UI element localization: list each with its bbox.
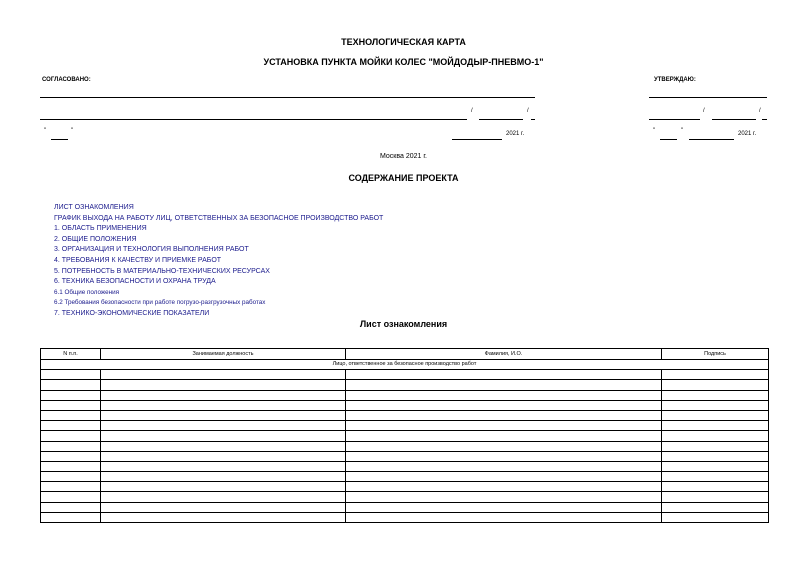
cell-name[interactable] — [346, 441, 662, 451]
table-row — [41, 472, 769, 482]
agreed-month-line — [452, 139, 502, 140]
cell-number[interactable] — [41, 482, 101, 492]
cell-position[interactable] — [101, 370, 346, 380]
contents-heading: СОДЕРЖАНИЕ ПРОЕКТА — [348, 173, 459, 183]
contents-item[interactable]: 5. ПОТРЕБНОСТЬ В МАТЕРИАЛЬНО-ТЕХНИЧЕСКИХ РЕСУРСАХ — [54, 267, 270, 275]
table-row — [41, 512, 769, 522]
agreed-name-line — [479, 119, 523, 120]
cell-position[interactable] — [101, 390, 346, 400]
cell-position[interactable] — [101, 492, 346, 502]
table-row — [41, 370, 769, 380]
cell-number[interactable] — [41, 370, 101, 380]
agreed-slash-1: / — [471, 108, 473, 114]
contents-item[interactable]: ГРАФИК ВЫХОДА НА РАБОТУ ЛИЦ, ОТВЕТСТВЕННЫХ ЗА БЕЗОПАСНОЕ ПРОИЗВОДСТВО РАБОТ — [54, 214, 384, 222]
approved-month-line — [689, 139, 734, 140]
cell-position[interactable] — [101, 512, 346, 522]
agreed-tail-line — [531, 119, 535, 120]
contents-list — [54, 203, 383, 320]
cell-position[interactable] — [101, 400, 346, 410]
contents-subitem[interactable]: 6.1 Общие положения — [54, 288, 120, 296]
cell-position[interactable] — [101, 421, 346, 431]
table-row — [41, 451, 769, 461]
familiarization-table — [40, 348, 769, 523]
approved-quote-open: " — [653, 128, 656, 134]
approved-signature-line-2 — [649, 119, 700, 120]
cell-number[interactable] — [41, 431, 101, 441]
cell-position[interactable] — [101, 472, 346, 482]
cell-signature[interactable] — [662, 492, 769, 502]
cell-signature[interactable] — [662, 441, 769, 451]
cell-name[interactable] — [346, 380, 662, 390]
cell-number[interactable] — [41, 502, 101, 512]
cell-name[interactable] — [346, 400, 662, 410]
cell-name[interactable] — [346, 472, 662, 482]
table-row — [41, 461, 769, 471]
agreed-signature-line-2 — [40, 119, 467, 120]
document-title: ТЕХНОЛОГИЧЕСКАЯ КАРТА — [341, 37, 466, 47]
cell-signature[interactable] — [662, 370, 769, 380]
table-row — [41, 492, 769, 502]
section-row-label: Лицо, ответственное за безопасное производство работ — [41, 360, 769, 370]
agreed-quote-open: " — [44, 128, 47, 134]
cell-name[interactable] — [346, 410, 662, 420]
cell-signature[interactable] — [662, 472, 769, 482]
cell-signature[interactable] — [662, 461, 769, 471]
cell-name[interactable] — [346, 502, 662, 512]
cell-signature[interactable] — [662, 400, 769, 410]
cell-name[interactable] — [346, 482, 662, 492]
agreed-year: 2021 г. — [506, 131, 525, 137]
cell-signature[interactable] — [662, 451, 769, 461]
table-row — [41, 410, 769, 420]
agreed-quote-close: " — [71, 128, 74, 134]
cell-position[interactable] — [101, 380, 346, 390]
cell-position[interactable] — [101, 502, 346, 512]
cell-number[interactable] — [41, 492, 101, 502]
cell-number[interactable] — [41, 512, 101, 522]
cell-number[interactable] — [41, 451, 101, 461]
table-header-row — [41, 349, 769, 360]
cell-number[interactable] — [41, 410, 101, 420]
contents-subitem[interactable]: 6.2 Требования безопасности при работе погрузо-разгрузочных работах — [54, 299, 266, 307]
city-year: Москва 2021 г. — [379, 153, 427, 160]
table-row — [41, 482, 769, 492]
agreed-day-line — [51, 139, 68, 140]
approved-tail-line — [762, 119, 767, 120]
cell-position[interactable] — [101, 451, 346, 461]
cell-number[interactable] — [41, 461, 101, 471]
contents-item[interactable]: 2. ОБЩИЕ ПОЛОЖЕНИЯ — [54, 235, 137, 243]
approved-slash-2: / — [759, 108, 761, 114]
column-header-number: N п.п. — [41, 349, 101, 360]
column-header-signature: Подпись — [662, 349, 769, 360]
approved-year: 2021 г. — [738, 131, 757, 137]
cell-position[interactable] — [101, 441, 346, 451]
table-row — [41, 400, 769, 410]
cell-name[interactable] — [346, 370, 662, 380]
contents-item[interactable]: 1. ОБЛАСТЬ ПРИМЕНЕНИЯ — [54, 225, 147, 233]
cell-name[interactable] — [346, 512, 662, 522]
cell-signature[interactable] — [662, 512, 769, 522]
column-header-position: Занимаемая должность — [101, 349, 346, 360]
contents-item[interactable]: 6. ТЕХНИКА БЕЗОПАСНОСТИ И ОХРАНА ТРУДА — [54, 278, 216, 286]
cell-number[interactable] — [41, 390, 101, 400]
table-row — [41, 421, 769, 431]
approved-label: УТВЕРЖДАЮ: — [654, 77, 696, 83]
column-header-name: Фамилия, И.О. — [346, 349, 662, 360]
table-row — [41, 441, 769, 451]
approved-name-line — [712, 119, 756, 120]
familiarization-heading: Лист ознакомления — [359, 319, 448, 329]
cell-signature[interactable] — [662, 380, 769, 390]
cell-name[interactable] — [346, 461, 662, 471]
contents-item[interactable]: 4. ТРЕБОВАНИЯ К КАЧЕСТВУ И ПРИЕМКЕ РАБОТ — [54, 256, 222, 264]
table-row — [41, 502, 769, 512]
cell-position[interactable] — [101, 482, 346, 492]
table-row — [41, 380, 769, 390]
cell-number[interactable] — [41, 421, 101, 431]
agreed-slash-2: / — [527, 108, 529, 114]
cell-signature[interactable] — [662, 421, 769, 431]
approved-day-line — [660, 139, 677, 140]
contents-item[interactable]: 7. ТЕХНИКО-ЭКОНОМИЧЕСКИЕ ПОКАЗАТЕЛИ — [54, 309, 210, 317]
contents-item[interactable]: 3. ОРГАНИЗАЦИЯ И ТЕХНОЛОГИЯ ВЫПОЛНЕНИЯ РАБОТ — [54, 246, 249, 254]
document-subtitle: УСТАНОВКА ПУНКТА МОЙКИ КОЛЕС "МОЙДОДЫР-ПНЕВМО-1" — [263, 57, 544, 67]
cell-position[interactable] — [101, 461, 346, 471]
cell-number[interactable] — [41, 380, 101, 390]
cell-signature[interactable] — [662, 502, 769, 512]
approved-signature-line-1 — [649, 97, 767, 98]
cell-signature[interactable] — [662, 410, 769, 420]
cell-signature[interactable] — [662, 431, 769, 441]
cell-signature[interactable] — [662, 390, 769, 400]
approved-quote-close: " — [681, 128, 684, 134]
cell-name[interactable] — [346, 390, 662, 400]
cell-signature[interactable] — [662, 482, 769, 492]
table-row — [41, 431, 769, 441]
cell-name[interactable] — [346, 451, 662, 461]
agreed-label: СОГЛАСОВАНО: — [42, 77, 91, 83]
cell-position[interactable] — [101, 410, 346, 420]
section-row — [41, 360, 769, 370]
cell-name[interactable] — [346, 421, 662, 431]
agreed-signature-line-1 — [40, 97, 535, 98]
approved-slash-1: / — [703, 108, 705, 114]
cell-number[interactable] — [41, 441, 101, 451]
cell-position[interactable] — [101, 431, 346, 441]
cell-number[interactable] — [41, 472, 101, 482]
cell-number[interactable] — [41, 400, 101, 410]
cell-name[interactable] — [346, 431, 662, 441]
contents-item[interactable]: ЛИСТ ОЗНАКОМЛЕНИЯ — [54, 204, 134, 211]
cell-name[interactable] — [346, 492, 662, 502]
table-row — [41, 390, 769, 400]
